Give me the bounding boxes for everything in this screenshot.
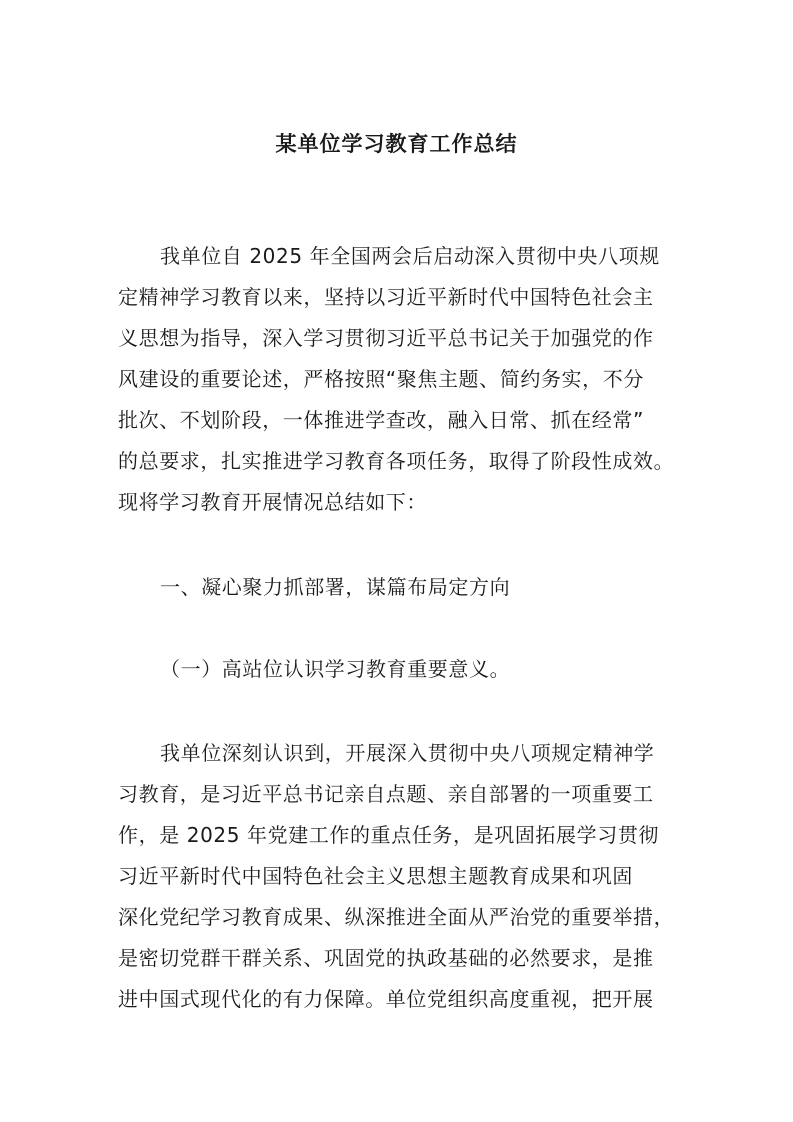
body-line: 进中国式现代化的有力保障。单位党组织高度重视，把开展 (118, 987, 654, 1011)
intro-line: 义思想为指导，深入学习贯彻习近平总书记关于加强党的作 (118, 326, 654, 350)
section-heading: 一、凝心聚力抓部署，谋篇布局定方向 (160, 575, 511, 599)
body-line: 深化党纪学习教育成果、纵深推进全面从严治党的重要举措， (118, 905, 675, 929)
intro-line: 批次、不划阶段，一体推进学查改，融入日常、抓在经常” (118, 408, 644, 432)
body-line: 作，是 2025 年党建工作的重点任务，是巩固拓展学习贯彻 (118, 823, 660, 847)
intro-line: 定精神学习教育以来，坚持以习近平新时代中国特色社会主 (118, 285, 654, 309)
subsection-heading: （一）高站位认识学习教育重要意义。 (160, 657, 511, 681)
intro-line: 我单位自 2025 年全国两会后启动深入贯彻中央八项规 (160, 244, 660, 268)
intro-line: 风建设的重要论述，严格按照“聚焦主题、简约务实，不分 (118, 367, 644, 391)
body-line: 是密切党群干群关系、巩固党的执政基础的必然要求，是推 (118, 946, 654, 970)
body-line: 我单位深刻认识到，开展深入贯彻中央八项规定精神学 (160, 741, 655, 765)
body-line: 习近平新时代中国特色社会主义思想主题教育成果和巩固 (118, 864, 633, 888)
document-title: 某单位学习教育工作总结 (275, 131, 518, 156)
intro-line: 的总要求，扎实推进学习教育各项任务，取得了阶段性成效。 (118, 449, 675, 473)
intro-line: 现将学习教育开展情况总结如下： (118, 490, 427, 514)
body-line: 习教育，是习近平总书记亲自点题、亲自部署的一项重要工 (118, 782, 654, 806)
